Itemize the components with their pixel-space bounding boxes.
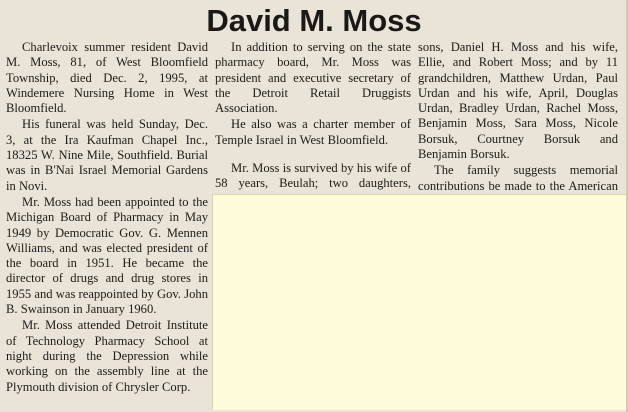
article-paragraph: Mr. Moss had been appointed to the Michigan Board of Pharmacy in May 1949 by Democratic Gov. G. Mennen Williams, and was elected president of the board in 1951. He became the director of drugs and drug stores in 1955 and was reappointed by Gov. John B. Swainson in January 1960. xyxy=(6,194,208,317)
article-paragraph: In addition to serving on the state pharmacy board, Mr. Moss was president and executive secretary of the Detroit Retail Druggists Association. xyxy=(215,40,411,116)
article-paragraph: Mr. Moss attended Detroit Institute of Technology Pharmacy School at night during the Depression while working on the assembly line at the Plymouth division of Chrysler Corp. xyxy=(6,318,208,394)
article-paragraph: The family suggests memorial contributions be made to the American xyxy=(418,163,618,193)
article-paragraph: sons, Daniel H. Moss and his wife, Ellie, and Robert Moss; and by 11 grandchildren, Matthew Urdan, Paul Urdan and his wife, April, Douglas Urdan, Bradley Urdan, Rachel Moss, Benjamin Moss, Sara Moss, Nicole Borsuk, Courtney Borsuk and Benjamin Borsuk. xyxy=(418,40,618,162)
article-paragraph: Charlevoix summer resident David M. Moss, 81, of West Bloomfield Township, died Dec. 2, 1995, at Windemere Nursing Home in West Bloomfield. xyxy=(6,40,208,116)
article-column-1 xyxy=(6,40,208,396)
article-paragraph: His funeral was held Sunday, Dec. 3, at the Ira Kaufman Chapel Inc., 18325 W. Nine Mile, Southfield. Burial was in B'Nai Israel Memorial Gardens in Novi. xyxy=(6,117,208,193)
blank-sticky-note xyxy=(213,195,627,410)
article-paragraph: He also was a charter member of Temple Israel in West Bloomfield. xyxy=(215,117,411,147)
obituary-headline: David M. Moss xyxy=(206,3,422,38)
article-paragraph: Mr. Moss is survived by his wife of 58 years, Beulah; two daughters, xyxy=(215,161,411,191)
